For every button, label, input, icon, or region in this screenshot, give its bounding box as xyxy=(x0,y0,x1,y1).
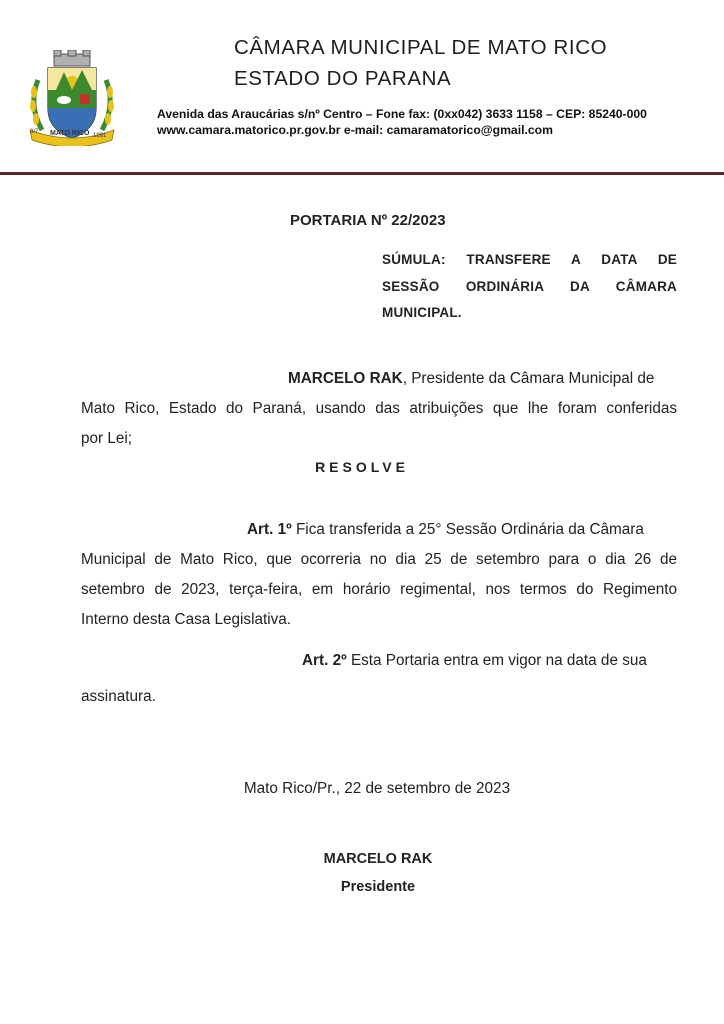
state-name: ESTADO DO PARANA xyxy=(234,67,452,90)
sumula-line: SESSÃO ORDINÁRIA DA CÂMARA xyxy=(382,278,677,294)
address-line: Avenida das Araucárias s/nº Centro – Fone fax: (0xx042) 3633 1158 – CEP: 85240-000 xyxy=(157,107,647,121)
article-line: Municipal de Mato Rico, que ocorreria no dia 25 de setembro para o dia 26 de xyxy=(81,551,677,568)
institution-name: CÂMARA MUNICIPAL DE MATO RICO xyxy=(234,36,608,59)
resolve-heading: RESOLVE xyxy=(315,459,409,475)
article-line: assinatura. xyxy=(81,688,156,705)
preamble-name: MARCELO RAK xyxy=(288,370,403,387)
header-divider xyxy=(0,172,724,175)
article-line: Art. 2º Esta Portaria entra em vigor na data de sua xyxy=(302,652,647,669)
preamble-line: Mato Rico, Estado do Paraná, usando das atribuições que lhe foram conferidas xyxy=(81,400,677,417)
crest-ribbon-text: MATO RICO xyxy=(50,130,90,137)
article-line: setembro de 2023, terça-feira, em horário regimental, nos termos do Regimento xyxy=(81,581,677,598)
article-2 xyxy=(81,646,677,676)
preamble-paragraph xyxy=(81,364,677,454)
document-title: PORTARIA Nº 22/2023 xyxy=(290,212,446,229)
preamble-line: MARCELO RAK, Presidente da Câmara Municipal de xyxy=(288,370,655,387)
place-date: Mato Rico/Pr., 22 de setembro de 2023 xyxy=(243,780,511,797)
crest-ribbon-right: 1991 xyxy=(93,133,107,139)
article-line: Interno desta Casa Legislativa. xyxy=(81,611,292,628)
signatory-name: MARCELO RAK xyxy=(323,851,433,867)
signatory-role: Presidente xyxy=(340,879,416,895)
contact-line: www.camara.matorico.pr.gov.br e-mail: camaramatorico@gmail.com xyxy=(157,123,553,137)
sumula-block xyxy=(382,247,677,327)
article-line: Art. 1º Fica transferida a 25° Sessão Ordinária da Câmara xyxy=(247,521,644,538)
crest-ribbon-left: 3/7 xyxy=(30,129,39,135)
preamble-line: por Lei; xyxy=(81,430,133,447)
article-1-label: Art. 1º xyxy=(247,521,292,538)
article-1 xyxy=(81,515,677,635)
sumula-line: MUNICIPAL. xyxy=(382,305,462,320)
article-2-label: Art. 2º xyxy=(302,652,347,669)
sumula-line: SÚMULA: TRANSFERE A DATA DE xyxy=(382,252,677,267)
